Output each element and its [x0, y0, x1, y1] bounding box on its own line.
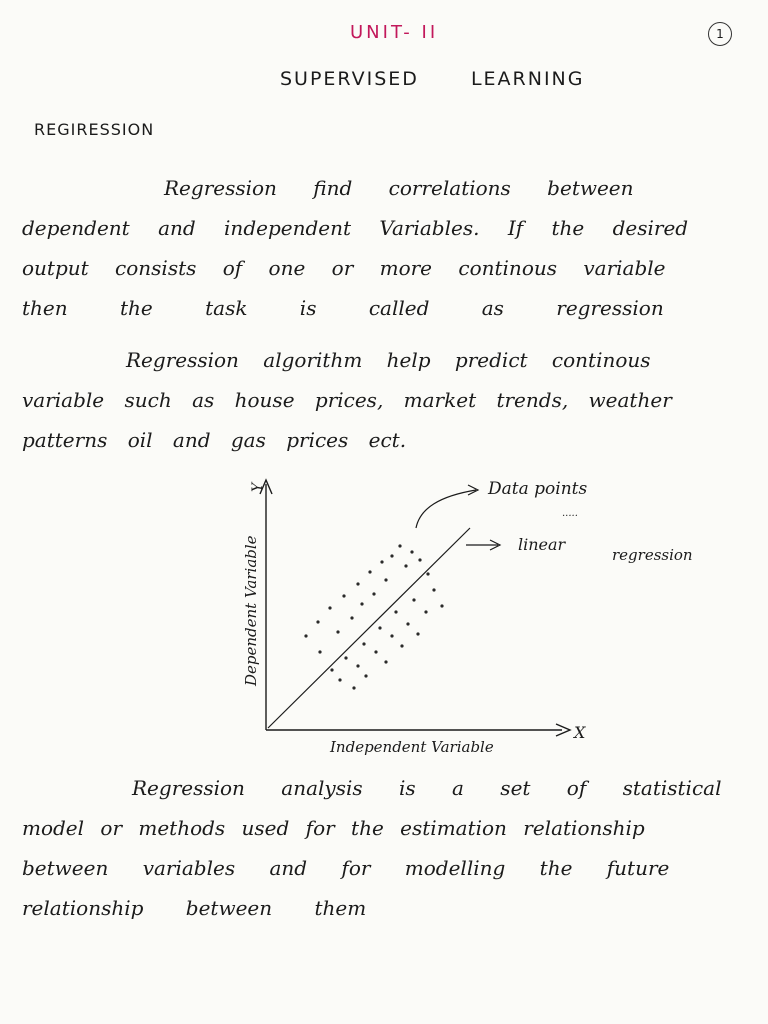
unit-heading: UNIT- II [350, 22, 439, 43]
data-point [328, 606, 331, 609]
data-point [336, 630, 339, 633]
data-point [426, 572, 429, 575]
data-point [360, 602, 363, 605]
data-point [384, 578, 387, 581]
data-point [432, 588, 435, 591]
data-point [342, 594, 345, 597]
data-point [356, 664, 359, 667]
paragraph-regression-analysis [22, 768, 721, 928]
paragraph-line: Regression find correlations between [164, 176, 634, 200]
section-heading: REGIRESSION [34, 120, 155, 139]
y-letter: Y [250, 482, 266, 492]
linear-label: linear [518, 535, 566, 554]
paragraph-line: variable such as house prices, market trends, weather [22, 388, 672, 412]
data-point [410, 550, 413, 553]
paragraph-line: between variables and for modelling the future [22, 856, 670, 880]
data-point [412, 598, 415, 601]
data-point [406, 622, 409, 625]
paragraph-line: patterns oil and gas prices ect. [22, 428, 407, 452]
paragraph-line: relationship between them [22, 896, 367, 920]
data-point [384, 660, 387, 663]
data-point [390, 634, 393, 637]
data-point [378, 626, 381, 629]
data-point [364, 674, 367, 677]
data-point [380, 560, 383, 563]
data-point [400, 644, 403, 647]
data-point [398, 544, 401, 547]
data-point [344, 656, 347, 659]
x-letter: X [574, 723, 586, 742]
data-point [390, 554, 393, 557]
data-point [424, 610, 427, 613]
regression-label: regression [612, 546, 693, 564]
page-number: 1 [708, 22, 732, 46]
data-points [304, 544, 443, 689]
x-axis-label: Independent Variable [330, 738, 494, 756]
data-point [338, 678, 341, 681]
title-learning: LEARNING [470, 68, 585, 90]
data-point [318, 650, 321, 653]
data-point [304, 634, 307, 637]
paragraph-line: Regression analysis is a set of statistical [132, 776, 722, 800]
data-point [404, 564, 407, 567]
data-point [352, 686, 355, 689]
data-point [418, 558, 421, 561]
data-point [350, 616, 353, 619]
title-supervised: SUPERVISED [280, 68, 419, 90]
data-points-arrow [416, 490, 476, 528]
data-point [416, 632, 419, 635]
paragraph-line: dependent and independent Variables. If the desired [22, 216, 689, 240]
data-points-label: Data points [488, 479, 588, 499]
paragraph-line: model or methods used for the estimation relationship [22, 816, 645, 840]
y-axis-label: Dependent Variable [242, 535, 260, 686]
paragraph-line: then the task is called as regression [22, 296, 664, 320]
regression-line [268, 528, 470, 728]
data-point [374, 650, 377, 653]
data-point [394, 610, 397, 613]
data-point [372, 592, 375, 595]
data-point [368, 570, 371, 573]
data-point [330, 668, 333, 671]
data-point [356, 582, 359, 585]
data-point [362, 642, 365, 645]
paragraph-line: Regression algorithm help predict continous [126, 348, 651, 372]
data-point [316, 620, 319, 623]
paragraph-line: output consists of one or more continous variable [22, 256, 666, 280]
data-point [440, 604, 443, 607]
faint-dots: ..... [562, 508, 578, 519]
